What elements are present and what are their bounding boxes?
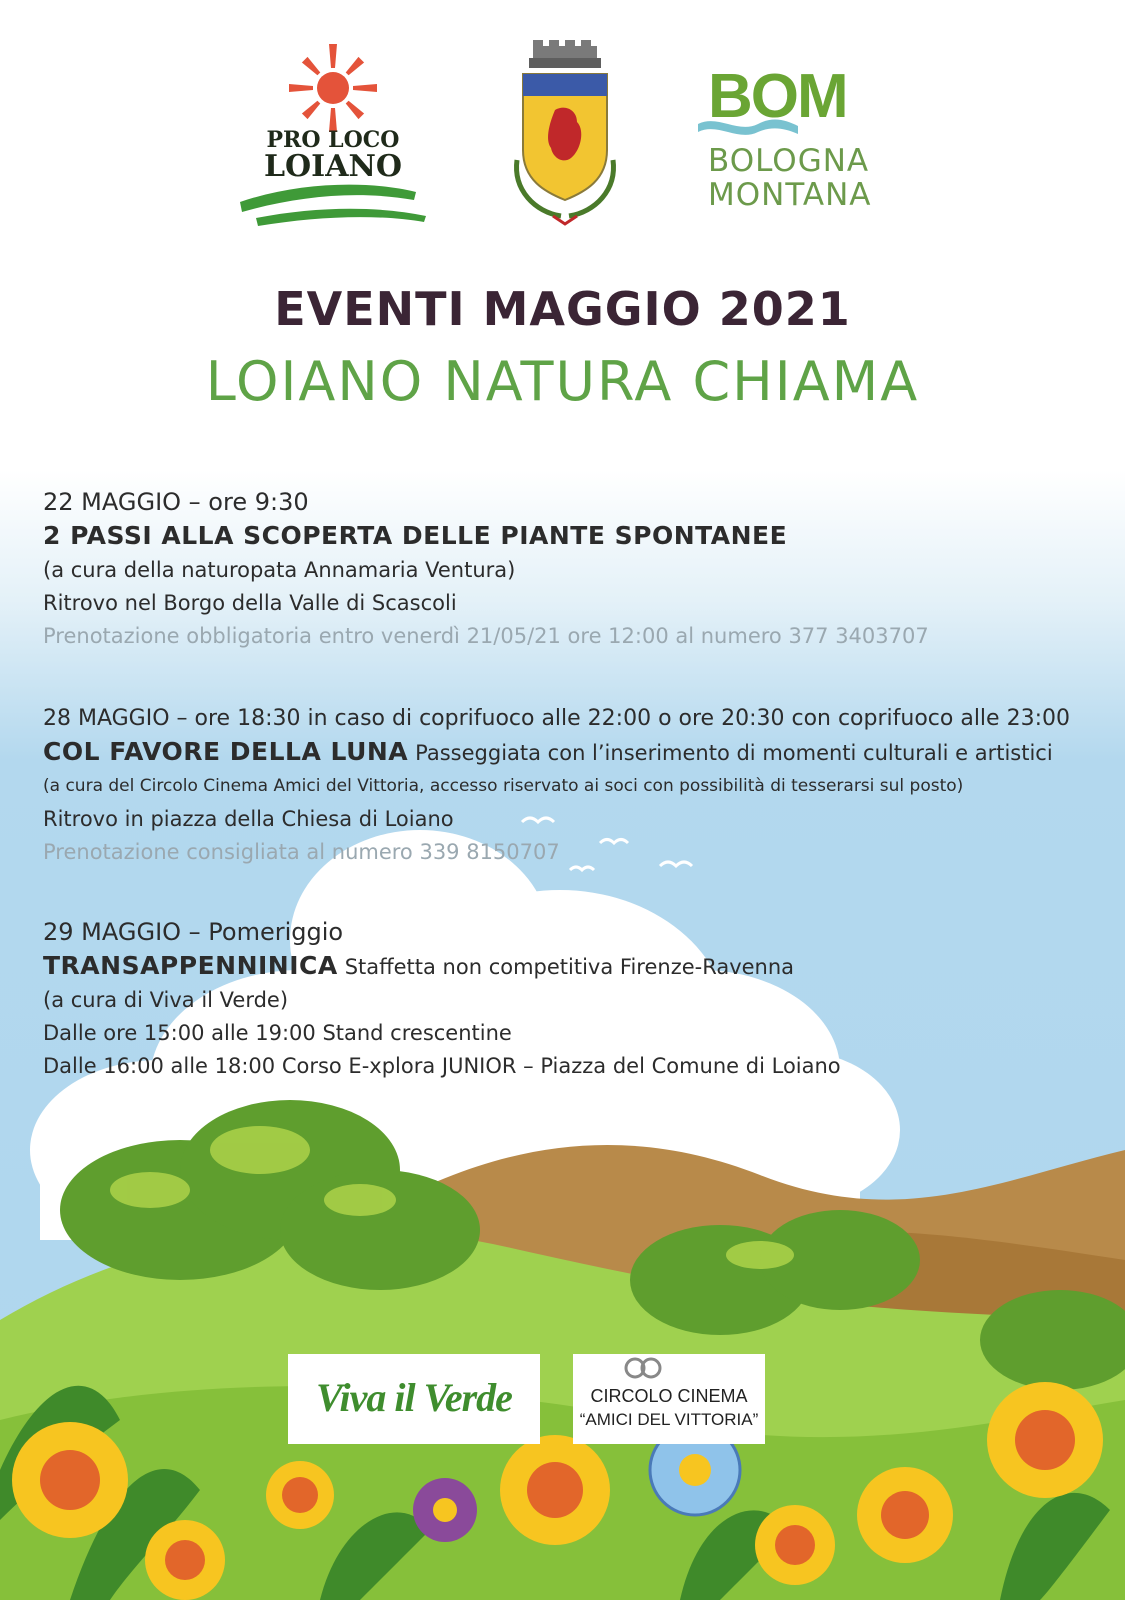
crest-icon xyxy=(505,40,625,230)
pro-loco-line2: LOIANO xyxy=(263,149,403,184)
event-title: TRANSAPPENNINICA xyxy=(43,951,338,980)
bom-mark: BOM xyxy=(708,62,847,131)
event-schedule-line: Dalle ore 15:00 alle 19:00 Stand crescentine xyxy=(43,1021,512,1045)
cinema-line1: CIRCOLO CINEMA xyxy=(590,1386,748,1406)
coat-of-arms-logo xyxy=(505,40,625,230)
event-block xyxy=(43,916,1113,1083)
viva-il-verde-logo xyxy=(288,1354,540,1444)
event-title: 2 PASSI ALLA SCOPERTA DELLE PIANTE SPONTANEE xyxy=(43,521,788,550)
event-curator: (a cura di Viva il Verde) xyxy=(43,988,289,1012)
event-date: 22 MAGGIO – ore 9:30 xyxy=(43,488,309,516)
pro-loco-line1: PRO LOCO xyxy=(266,127,400,153)
event-meeting-point: Ritrovo in piazza della Chiesa di Loiano xyxy=(43,807,454,831)
event-description: Passeggiata con l’inserimento di momenti culturali e artistici xyxy=(415,741,1053,765)
event-meeting-point: Ritrovo nel Borgo della Valle di Scascoli xyxy=(43,591,457,615)
event-block xyxy=(43,486,1113,653)
event-schedule-line: Dalle 16:00 alle 18:00 Corso E-xplora JUNIOR – Piazza del Comune di Loiano xyxy=(43,1054,841,1078)
bologna-montana-logo xyxy=(708,62,908,216)
event-date: 29 MAGGIO – Pomeriggio xyxy=(43,918,344,946)
film-projector-icon xyxy=(623,1356,663,1386)
event-curator: (a cura della naturopata Annamaria Ventura) xyxy=(43,558,516,582)
pro-loco-loiano-logo xyxy=(238,40,428,230)
viva-il-verde-text: Viva il Verde xyxy=(316,1375,512,1420)
event-booking: Prenotazione consigliata al numero 339 8150707 xyxy=(43,840,560,864)
bom-line1: BOLOGNA xyxy=(708,143,870,179)
event-date: 28 MAGGIO – ore 18:30 in caso di coprifuoco alle 22:00 o ore 20:30 con coprifuoco alle 23:00 xyxy=(43,706,1070,731)
cinema-line2: “AMICI DEL VITTORIA” xyxy=(579,1410,759,1429)
event-curator: (a cura del Circolo Cinema Amici del Vittoria, accesso riservato ai soci con possibilità di tesserarsi sul posto) xyxy=(43,776,964,796)
event-block xyxy=(43,702,1113,869)
event-description: Staffetta non competitiva Firenze-Ravenna xyxy=(344,955,795,979)
page-subtitle: LOIANO NATURA CHIAMA xyxy=(205,350,920,413)
page-title: EVENTI MAGGIO 2021 xyxy=(274,282,851,336)
circolo-cinema-logo xyxy=(573,1354,765,1444)
event-booking: Prenotazione obbligatoria entro venerdì 21/05/21 ore 12:00 al numero 377 3403707 xyxy=(43,624,929,648)
event-title: COL FAVORE DELLA LUNA xyxy=(43,737,409,766)
bom-line2: MONTANA xyxy=(708,177,872,213)
wave-icon xyxy=(698,110,798,140)
